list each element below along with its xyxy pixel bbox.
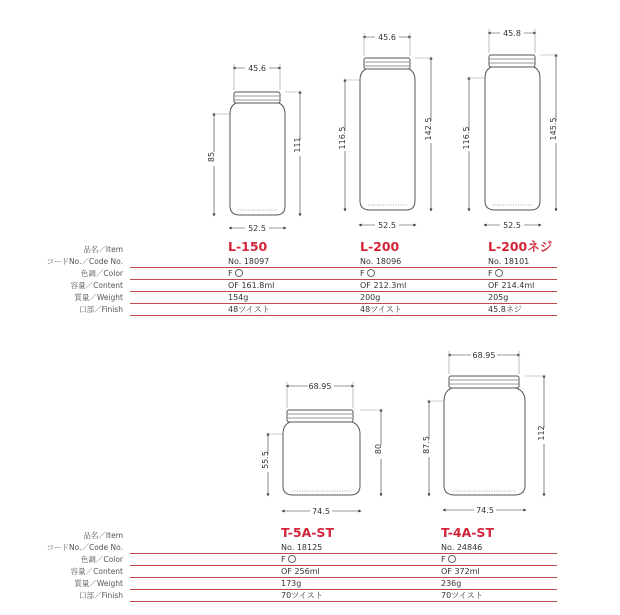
finish-l200neji: 45.8ネジ: [488, 305, 522, 314]
content-l150: OF 161.8ml: [228, 281, 275, 290]
code-l150: No. 18097: [228, 257, 270, 266]
row-color: [0, 268, 620, 280]
dim-t5ast-shoulder: 55.5: [261, 451, 270, 469]
dim-l150-width: 52.5: [248, 224, 266, 233]
code-l200: No. 18096: [360, 257, 402, 266]
dim-l200neji-shoulder: 116.5: [462, 126, 471, 150]
weight-t5ast: 173g: [281, 579, 302, 588]
dim-l200-cap: 45.6: [378, 33, 396, 42]
bottle-l200neji-body: [485, 67, 540, 210]
weight-l200neji: 205g: [488, 293, 509, 302]
color-swatch-icon: [367, 269, 375, 277]
dim-l150-total: 111: [293, 137, 302, 153]
content-t4ast: OF 372ml: [441, 567, 480, 576]
dims-t5ast: [266, 382, 383, 511]
content-l200neji: OF 214.4ml: [488, 281, 535, 290]
dim-t4ast-cap: 68.95: [472, 351, 496, 360]
model-name-l200: L-200: [360, 239, 400, 254]
weight-l200: 200g: [360, 293, 381, 302]
bottle-l200-body: [360, 69, 415, 210]
color-l150: F: [228, 268, 243, 280]
bottle-t4ast-body: [444, 388, 525, 495]
dim-l200neji-cap: 45.8: [503, 29, 521, 38]
bottle-l200: [360, 58, 415, 210]
dim-l200neji-total: 145.5: [549, 117, 558, 141]
color-l200neji: F: [488, 268, 503, 280]
bottle-t5ast: [283, 410, 360, 495]
code-t4ast: No. 24846: [441, 543, 483, 552]
model-name-l200neji: L-200ネジ: [488, 239, 553, 254]
color-t4ast: F: [441, 554, 456, 566]
dim-l150-cap: 45.6: [248, 64, 266, 73]
label-code: コードNo.／Code No.: [46, 257, 123, 266]
label-color: 色調／Color: [80, 269, 123, 278]
finish-t4ast: 70ツイスト: [441, 591, 483, 600]
code-t5ast: No. 18125: [281, 543, 323, 552]
label-weight: 質量／Weight: [74, 293, 123, 302]
bottle-t5ast-cap: [287, 410, 353, 422]
dim-t5ast-width: 74.5: [312, 507, 330, 516]
label-finish: 口部／Finish: [79, 305, 123, 314]
label-item: 品名／Item: [83, 245, 123, 254]
model-name-l150: L-150: [228, 239, 268, 254]
color-swatch-icon: [288, 555, 296, 563]
content-l200: OF 212.3ml: [360, 281, 407, 290]
row-weight: [0, 292, 620, 304]
dim-t5ast-total: 80: [374, 443, 383, 455]
dim-l200-total: 142.5: [424, 117, 433, 141]
code-l200neji: No. 18101: [488, 257, 530, 266]
bottle-l150: [230, 92, 285, 215]
color-swatch-icon: [235, 269, 243, 277]
bottle-l150-cap: [234, 92, 280, 103]
bottle-t5ast-body: [283, 422, 360, 495]
color-swatch-icon: [495, 269, 503, 277]
label-item: 品名／Item: [83, 531, 123, 540]
row-color: [0, 554, 620, 566]
dims-t4ast: [427, 351, 546, 510]
label-content: 容量／Content: [70, 567, 123, 576]
weight-t4ast: 236g: [441, 579, 462, 588]
dim-t4ast-total: 112: [537, 425, 546, 441]
label-content: 容量／Content: [70, 281, 123, 290]
finish-l200: 48ツイスト: [360, 305, 402, 314]
bottle-l150-body: [230, 103, 285, 215]
dim-l200-width: 52.5: [378, 221, 396, 230]
dim-t5ast-cap: 68.95: [308, 382, 332, 391]
bottle-t4ast: [444, 376, 525, 495]
label-finish: 口部／Finish: [79, 591, 123, 600]
label-code: コードNo.／Code No.: [46, 543, 123, 552]
content-t5ast: OF 256ml: [281, 567, 320, 576]
dim-l150-shoulder: 85: [207, 151, 216, 163]
label-weight: 質量／Weight: [74, 579, 123, 588]
dim-t4ast-width: 74.5: [476, 506, 494, 515]
color-swatch-icon: [448, 555, 456, 563]
dims-l150: [212, 64, 302, 228]
color-t5ast: F: [281, 554, 296, 566]
finish-t5ast: 70ツイスト: [281, 591, 323, 600]
row-finish: [0, 304, 620, 316]
model-name-t5ast: T-5A-ST: [281, 525, 334, 540]
dim-t4ast-shoulder: 87.5: [422, 436, 431, 454]
dim-l200-shoulder: 116.5: [338, 126, 347, 150]
model-name-t4ast: T-4A-ST: [441, 525, 494, 540]
bottle-l200-cap: [364, 58, 410, 69]
finish-l150: 48ツイスト: [228, 305, 270, 314]
dim-l200neji-width: 52.5: [503, 221, 521, 230]
weight-l150: 154g: [228, 293, 249, 302]
bottle-l200neji: [485, 55, 540, 210]
color-l200: F: [360, 268, 375, 280]
bottle-l200neji-cap: [489, 55, 535, 67]
dims-l200neji: [467, 29, 558, 225]
row-weight: [0, 578, 620, 590]
divider: [130, 601, 557, 602]
bottle-t4ast-cap: [449, 376, 519, 388]
label-color: 色調／Color: [80, 555, 123, 564]
